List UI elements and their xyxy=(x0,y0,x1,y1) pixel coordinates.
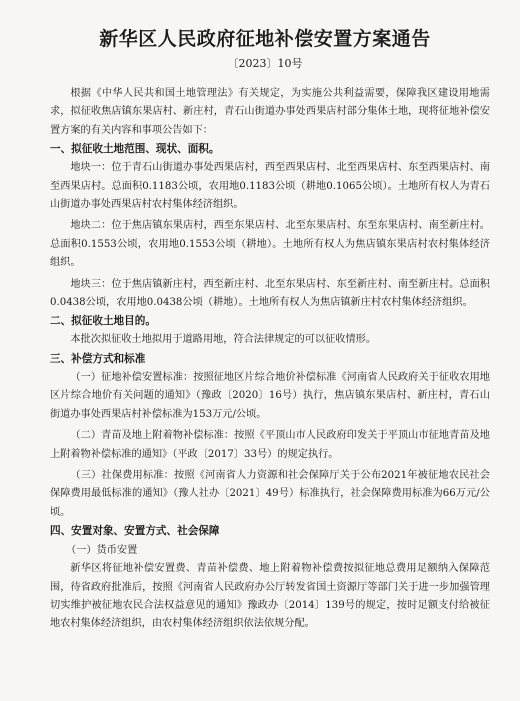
plot-1-paragraph: 地块一：位于青石山街道办事处西果店村，西至西果店村、北至西果店村、东至西果店村、南至西果店村。总面积0.1183公顷，农用地0.1183公顷（耕地0.1065公顷）。土地所有权人为青石山街道办事处西果店村农村集体经济组织。 xyxy=(50,162,490,211)
plot-2-paragraph: 地块二：位于焦店镇东果店村，西至东果店村、北至东果店村、东至东果店村、南至新庄村。总面积0.1553公顷，农用地0.1553公顷（耕地）。土地所有权人为焦店镇东果店村农村集体经济组织。 xyxy=(50,220,490,269)
monetary-resettlement-paragraph: 新华区将征地补偿安置费、青苗补偿费、地上附着物补偿费按拟征地总费用足额纳入保障范围，待省政府批准后，按照《河南省人民政府办公厅转发省国土资源厅等部门关于进一步加强管理切实维护被征地农民合法权益意见的通知》豫政办〔2014〕139号的规定，按时足额支付给被征地农村集体经济组织，由农村集体经济组织依法依规分配。 xyxy=(50,563,490,630)
compensation-standard-paragraph: （一）征地补偿安置标准：按照征地区片综合地价补偿标准《河南省人民政府关于征收农用地区片综合地价有关问题的通知》（豫政〔2020〕16号）执行，焦店镇东果店村、新庄村，青石山街道办事处西果店村补偿标准为153万元/公顷。 xyxy=(50,371,490,420)
crops-compensation-paragraph: （二）青苗及地上附着物补偿标准：按照《平顶山市人民政府印发关于平顶山市征地青苗及地上附着物补偿标准的通知》（平政〔2017〕33号）的规定执行。 xyxy=(50,430,490,460)
notice-title: 新华区人民政府征地补偿安置方案通告 xyxy=(99,28,431,50)
social-security-paragraph: （三）社保费用标准：按照《河南省人力资源和社会保障厅关于公布2021年被征地农民社会保障费用最低标准的通知》（豫人社办〔2021〕49号）标准执行，社会保障费用标准为66万元/公顷。 xyxy=(50,469,490,518)
purpose-paragraph: 本批次拟征收土地拟用于道路用地，符合法律规定的可以征收情形。 xyxy=(70,334,377,346)
section-2-heading: 二、拟征收土地目的。 xyxy=(50,315,156,328)
section-3-heading: 三、补偿方式和标准 xyxy=(50,352,146,365)
monetary-resettlement-subheading: （一）货币安置 xyxy=(66,545,138,557)
document-number: 〔2023〕10号 xyxy=(227,57,303,70)
intro-paragraph: 根据《中华人民共和国土地管理法》有关规定，为实施公共利益需要，保障我区建设用地需求，拟征收焦店镇东果店村、新庄村，青石山街道办事处西果店村部分集体土地，现将征地补偿安置方案的有关内容和事项公告如下： xyxy=(50,88,490,136)
section-1-heading: 一、拟征收土地范围、现状、面积。 xyxy=(50,143,220,156)
plot-3-paragraph: 地块三：位于焦店镇新庄村，西至新庄村、北至东果店村、东至新庄村、南至新庄村。总面积0.0438公顷，农用地0.0438公顷（耕地）。土地所有权人为焦店镇新庄村农村集体经济组织。 xyxy=(50,278,490,309)
section-4-heading: 四、安置对象、安置方式、社会保障 xyxy=(50,525,220,538)
